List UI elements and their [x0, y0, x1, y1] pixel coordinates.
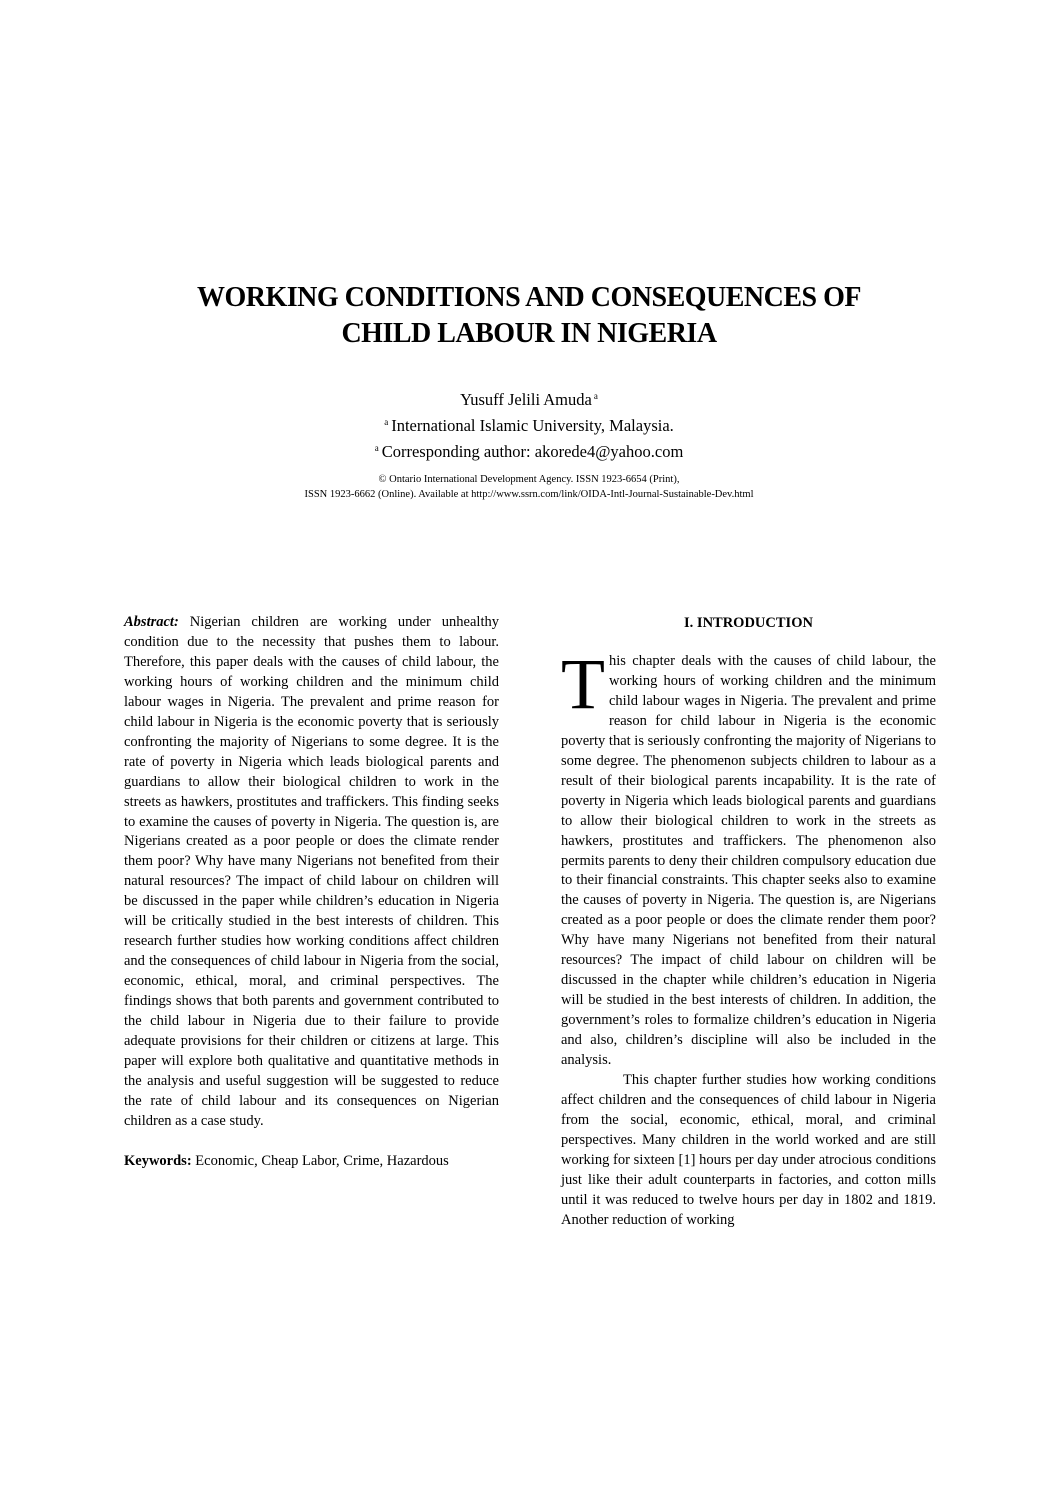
copyright-line-1: © Ontario International Development Agency. ISSN 1923-6654 (Print), [378, 474, 680, 485]
affiliation: International Islamic University, Malaysia. [391, 416, 674, 435]
corresponding-author: Corresponding author: akorede4@yahoo.com [381, 442, 684, 461]
affiliation-line [0, 411, 1058, 437]
author-marker: a [593, 391, 598, 401]
keywords-label: Keywords: [124, 1152, 192, 1169]
paper-title [0, 280, 1058, 352]
section-heading-introduction: I. INTRODUCTION [684, 615, 813, 631]
corresponding-line [0, 437, 1058, 463]
title-line-2: CHILD LABOUR IN NIGERIA [341, 318, 717, 349]
left-column [124, 613, 499, 1172]
title-line-1: WORKING CONDITIONS AND CONSEQUENCES OF [197, 282, 861, 313]
author-name: Yusuff Jelili Amuda [460, 390, 592, 409]
abstract-paragraph [124, 613, 499, 1132]
copyright-line-2: ISSN 1923-6662 (Online). Available at http://www.ssrn.com/link/OIDA-Intl-Journal-Sustainable-Dev.html [304, 489, 754, 500]
right-column [561, 613, 936, 1231]
abstract-text: Nigerian children are working under unhealthy condition due to the necessity that pushes them to labour. Therefore, this paper deals with the causes of child labour, the working hours of working children and the minimum child labour wages in Nigeria. The prevalent and prime reason for child labour in Nigeria is the economic poverty that is seriously confronting the majority of Nigerians to some degree. It is the rate of poverty in Nigeria which leads biological parents and guardians to allow their biological children to work in the streets as hawkers, prostitutes and traffickers. This finding seeks to examine the causes of poverty in Nigeria. The question is, are Nigerians created as a poor people or does the climate render them poor? Why have many Nigerians not benefited from their natural resources? The impact of child labour on children will be discussed in the paper while children’s education in Nigeria will be critically studied in the best interests of children. This research further studies how working conditions affect children and the consequences of child labour in Nigeria from the social, economic, ethical, moral, and criminal perspectives. The findings shows that both parents and government contributed to the child labour in Nigeria due to their failure to provide adequate provisions for their children or citizens at large. This paper will explore both qualitative and quantitative methods in the analysis and useful suggestion will be suggested to reduce the rate of child labour and its consequences on Nigerian children as a case study. [124, 614, 499, 1129]
intro-paragraph-1 [561, 644, 936, 1071]
dropcap-letter: T [561, 644, 605, 724]
corresponding-marker: a [374, 443, 379, 453]
author-block [0, 385, 1058, 463]
keywords-text: Economic, Cheap Labor, Crime, Hazardous [191, 1152, 449, 1169]
keywords-paragraph [124, 1152, 499, 1172]
affiliation-marker: a [384, 417, 389, 427]
copyright-notice [0, 472, 1058, 502]
abstract-label: Abstract: [124, 614, 179, 630]
author-line [0, 385, 1058, 411]
intro-paragraph-2: This chapter further studies how working conditions affect children and the consequences of child labour in Nigeria from the social, economic, ethical, moral, and criminal perspectives. Many children in the world worked and are still working for sixteen [1] hours per day under atrocious conditions just like their adult counterparts in factories, and cotton mills until it was reduced to twelve hours per day in 1802 and 1819. Another reduction of working [561, 1072, 936, 1228]
intro-paragraph-1-text: his chapter deals with the causes of child labour, the working hours of working children and the minimum child labour wages in Nigeria. The prevalent and prime reason for child labour in Nigeria is the economic poverty that is seriously confronting the majority of Nigerians to some degree. The phenomenon subjects children to labour as a result of their biological parents incapability. It is the rate of poverty in Nigeria which leads biological parents and guardians to allow their biological children to work in the streets as hawkers, prostitutes and traffickers. The phenomenon also permits parents to deny their children compulsory education due to their financial constraints. This chapter seeks also to examine the causes of poverty in Nigeria. The question is, are Nigerians created as a poor people or does the climate render them poor? Why have many Nigerians not benefited from their natural resources? The impact of child labour on children will be discussed in the chapter while children’s education in Nigeria will be studied in the best interests of children. In addition, the government’s roles to formalize children’s education in Nigeria and also, children’s discipline will also be included in the analysis. [561, 653, 936, 1069]
